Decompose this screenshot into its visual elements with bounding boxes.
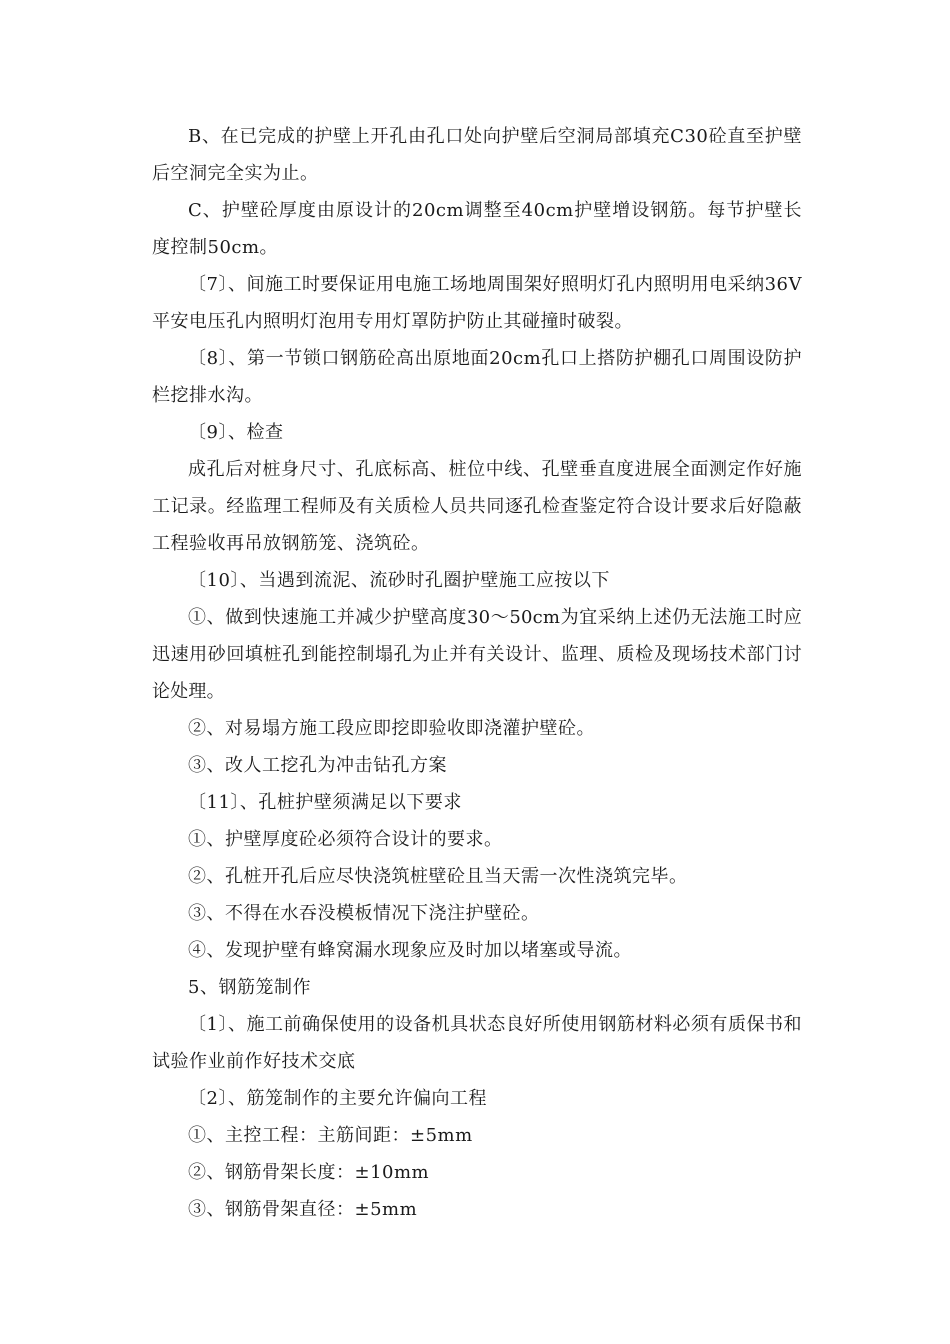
paragraph-11-wall-requirements: 〔11〕、孔桩护壁须满足以下要求	[188, 792, 462, 813]
paragraph-10-item-2: ②、对易塌方施工段应即挖即验收即浇灌护壁砼。	[188, 718, 595, 739]
paragraph-11-item-1: ①、护壁厚度砼必须符合设计的要求。	[188, 829, 503, 850]
paragraph-1-equipment: 〔1〕、施工前确保使用的设备机具状态良好所使用钢筋材料必须有质保书和试验作业前作好技术交底	[152, 1014, 802, 1072]
paragraph-c-wall-thickness: C、护壁砼厚度由原设计的20cm调整至40cm护壁增设钢筋。每节护壁长度控制50cm。	[152, 200, 802, 258]
paragraph-11-item-4: ④、发现护壁有蜂窝漏水现象应及时加以堵塞或导流。	[188, 940, 632, 961]
tolerance-item-2: ②、钢筋骨架长度：±10mm	[188, 1162, 430, 1183]
tolerance-item-3: ③、钢筋骨架直径：±5mm	[188, 1199, 418, 1220]
paragraph-10-item-1: ①、做到快速施工并减少护壁高度30～50cm为宜采纳上述仍无法施工时应迅速用砂回填桩孔到能控制塌孔为止并有关设计、监理、质检及现场技术部门讨论处理。	[152, 607, 802, 702]
section-5-heading: 5、钢筋笼制作	[188, 977, 311, 998]
paragraph-9-heading-inspection: 〔9〕、检查	[188, 422, 284, 443]
paragraph-11-item-3: ③、不得在水吞没模板情况下浇注护壁砼。	[188, 903, 540, 924]
paragraph-11-item-2: ②、孔桩开孔后应尽快浇筑桩壁砼且当天需一次性浇筑完毕。	[188, 866, 688, 887]
paragraph-10-item-3: ③、改人工挖孔为冲击钻孔方案	[188, 755, 447, 776]
paragraph-10-quicksand: 〔10〕、当遇到流泥、流砂时孔圈护壁施工应按以下	[188, 570, 610, 591]
paragraph-b-fill-cavity: B、在已完成的护壁上开孔由孔口处向护壁后空洞局部填充C30砼直至护壁后空洞完全实为止。	[152, 126, 802, 184]
paragraph-7-electrical-safety: 〔7〕、间施工时要保证用电施工场地周围架好照明灯孔内照明用电采纳36V平安电压孔内照明灯泡用专用灯罩防护防止其碰撞时破裂。	[152, 274, 802, 332]
document-page	[152, 118, 802, 1228]
paragraph-2-tolerances: 〔2〕、筋笼制作的主要允许偏向工程	[188, 1088, 487, 1109]
paragraph-inspection-body: 成孔后对桩身尺寸、孔底标高、桩位中线、孔壁垂直度进展全面测定作好施工记录。经监理工程师及有关质检人员共同逐孔检查鉴定符合设计要求后好隐蔽工程验收再吊放钢筋笼、浇筑砼。	[152, 459, 802, 554]
paragraph-8-lock-ring: 〔8〕、第一节锁口钢筋砼高出原地面20cm孔口上搭防护棚孔口周围设防护栏挖排水沟。	[152, 348, 802, 406]
tolerance-item-1: ①、主控工程：主筋间距：±5mm	[188, 1125, 473, 1146]
